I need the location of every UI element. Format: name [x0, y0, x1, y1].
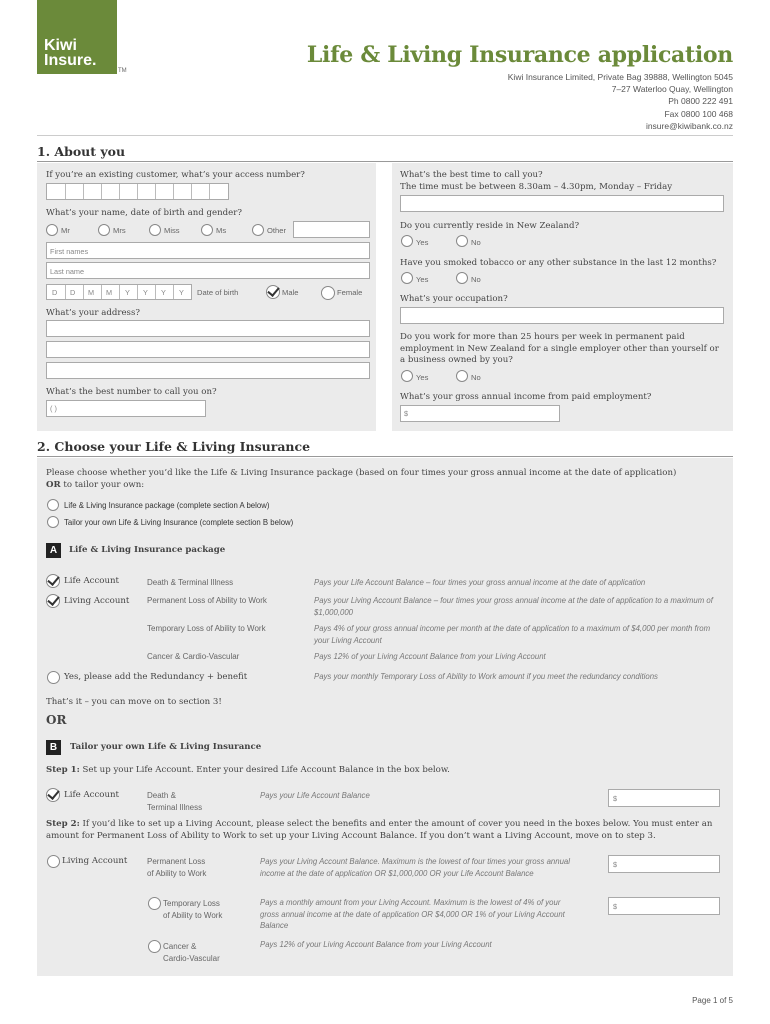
smoke-no-radio[interactable]: [456, 272, 468, 284]
section-a-badge: A: [46, 543, 61, 558]
package-benefit-description: Pays your Life Account Balance – four times your gross annual income at the date of application: [314, 578, 646, 587]
dob-label: Date of birth: [197, 288, 239, 297]
package-life-account-check: [46, 574, 60, 588]
tailor-cancer-description: Pays 12% of your Living Account Balance from your Living Account: [260, 940, 492, 949]
section-b-badge: B: [46, 740, 61, 755]
work-yes-label: Yes: [416, 373, 429, 382]
address-line1-input[interactable]: [46, 320, 370, 337]
section2-intro: Please choose whether you’d like the Life & Living Insurance package (based on four times your gross annual income at the date of application) OR to tailor your own:: [46, 468, 677, 490]
life-account-balance-input[interactable]: [608, 789, 720, 807]
redundancy-label: Yes, please add the Redundancy + benefit: [64, 672, 248, 682]
package-benefit: Death & Terminal Illness: [147, 578, 234, 587]
dob-char: M: [106, 288, 113, 297]
tailor-living-account-radio[interactable]: [47, 855, 60, 868]
page-title: Life & Living Insurance application: [306, 42, 733, 68]
cancer-cardio-radio[interactable]: [148, 940, 161, 953]
phone-placeholder: ( ): [50, 404, 57, 413]
section2-heading: 2. Choose your Life & Living Insurance: [37, 439, 311, 454]
logo-line2: Insure.: [44, 52, 97, 69]
tailor-living-account-label: Living Account: [62, 856, 128, 866]
work-hours-question: Do you work for more than 25 hours per week in permanent paid employment in New Zealand for a single employer other than yourself or a business owned by you?: [400, 332, 719, 365]
gender-male-radio[interactable]: [266, 285, 280, 299]
dob-char: D: [70, 288, 76, 297]
work-yes-radio[interactable]: [401, 370, 413, 382]
logo-trademark: TM: [118, 68, 127, 74]
title-mrs-label: Mrs: [113, 226, 126, 235]
address-question: What’s your address?: [46, 308, 140, 318]
section2-rule: [37, 456, 733, 457]
access-number-input[interactable]: [46, 183, 229, 200]
first-names-input[interactable]: [46, 242, 370, 259]
smoke-yes-radio[interactable]: [401, 272, 413, 284]
title-other-radio[interactable]: [252, 224, 264, 236]
reside-nz-question: Do you currently reside in New Zealand?: [400, 221, 580, 231]
dob-char: Y: [125, 288, 130, 297]
choose-package-radio[interactable]: [47, 499, 59, 511]
reside-no-label: No: [471, 238, 481, 247]
package-living-account-label: Living Account: [64, 596, 130, 606]
smoke-no-label: No: [471, 275, 481, 284]
package-living-account-check: [46, 594, 60, 608]
section1-rule: [37, 161, 733, 162]
page-number: Page 1 of 5: [692, 996, 733, 1005]
logo-line1: Kiwi: [44, 37, 77, 54]
tailor-plaw-description: Pays your Living Account Balance. Maximum is the lowest of four times your gross annual income at the date of application OR $1,000,000 OR your Life Account Balance: [260, 857, 570, 878]
tailor-plaw-benefit: Permanent Loss of Ability to Work: [147, 857, 207, 878]
last-name-input[interactable]: [46, 262, 370, 279]
phone-question: What’s the best number to call you on?: [46, 387, 217, 397]
best-time-input[interactable]: [400, 195, 724, 212]
tailor-cancer-benefit: Cancer & Cardio-Vascular: [163, 942, 220, 963]
reside-yes-label: Yes: [416, 238, 429, 247]
header-divider: [37, 135, 733, 136]
package-benefit-description: Pays 12% of your Living Account Balance from your Living Account: [314, 652, 546, 661]
title-mr-label: Mr: [61, 226, 70, 235]
company-address: [508, 71, 733, 132]
access-number-question: If you’re an existing customer, what’s your access number?: [46, 170, 305, 180]
first-names-placeholder: First names: [50, 247, 89, 256]
tailor-life-description: Pays your Life Account Balance: [260, 791, 370, 800]
life-account-currency: $: [613, 794, 618, 803]
title-mr-radio[interactable]: [46, 224, 58, 236]
phone-input[interactable]: [46, 400, 206, 417]
best-time-question: What’s the best time to call you?: [400, 170, 543, 180]
dob-char: Y: [179, 288, 184, 297]
section1-heading: 1. About you: [37, 144, 126, 159]
title-ms-label: Ms: [216, 226, 227, 235]
redundancy-radio[interactable]: [47, 671, 60, 684]
tailor-life-account-label: Life Account: [64, 790, 119, 800]
dob-char: M: [88, 288, 95, 297]
income-input[interactable]: [400, 405, 560, 422]
work-no-radio[interactable]: [456, 370, 468, 382]
reside-no-radio[interactable]: [456, 235, 468, 247]
tlaw-amount-input[interactable]: [608, 897, 720, 915]
or-divider: OR: [46, 713, 67, 727]
package-benefit-description: Pays your Living Account Balance – four times your gross annual income at the date of application to a maximum of $1,000,000: [314, 596, 713, 617]
package-benefit: Temporary Loss of Ability to Work: [147, 624, 266, 633]
income-currency: $: [404, 409, 409, 418]
package-life-account-label: Life Account: [64, 576, 119, 586]
dob-char: D: [52, 288, 58, 297]
tlaw-radio[interactable]: [148, 897, 161, 910]
plaw-amount-input[interactable]: [608, 855, 720, 873]
choose-tailor-label: Tailor your own Life & Living Insurance (complete section B below): [64, 518, 294, 527]
address-line: 7–27 Waterloo Quay, Wellington: [611, 84, 733, 95]
gender-male-label: Male: [282, 288, 299, 297]
title-ms-radio[interactable]: [201, 224, 213, 236]
title-miss-label: Miss: [164, 226, 180, 235]
title-mrs-radio[interactable]: [98, 224, 110, 236]
title-miss-radio[interactable]: [149, 224, 161, 236]
tlaw-currency: $: [613, 902, 618, 911]
tailor-tlaw-description: Pays a monthly amount from your Living Account. Maximum is the lowest of 4% of your gross annual income at the date of application OR $4,000 OR 1% of your Living Account Balance: [260, 898, 565, 930]
section-b-title: Tailor your own Life & Living Insurance: [70, 742, 262, 752]
package-benefit-description: Pays 4% of your gross annual income per month at the date of application to a maximum of $4,000 per month from your Living Account: [314, 624, 711, 645]
occupation-question: What’s your occupation?: [400, 294, 508, 304]
tailor-life-benefit: Death & Terminal Illness: [147, 791, 203, 812]
name-dob-gender-question: What’s your name, date of birth and gender?: [46, 208, 242, 218]
title-other-input[interactable]: [293, 221, 370, 238]
email-line: insure@kiwibank.co.nz: [645, 120, 733, 131]
section-a-title: Life & Living Insurance package: [69, 545, 226, 555]
dob-char: Y: [143, 288, 148, 297]
date-of-birth-input[interactable]: [46, 284, 192, 300]
work-no-label: No: [471, 373, 481, 382]
smoke-yes-label: Yes: [416, 275, 429, 284]
package-benefit: Cancer & Cardio-Vascular: [147, 652, 240, 661]
choose-tailor-radio[interactable]: [47, 516, 59, 528]
tailor-tlaw-benefit: Temporary Loss of Ability to Work: [163, 899, 223, 920]
address-line3-input[interactable]: [46, 362, 370, 379]
phone-line: Ph 0800 222 491: [668, 96, 733, 107]
occupation-input[interactable]: [400, 307, 724, 324]
income-question: What’s your gross annual income from paid employment?: [400, 392, 652, 402]
dob-char: Y: [161, 288, 166, 297]
last-name-placeholder: Last name: [50, 267, 85, 276]
fax-line: Fax 0800 100 468: [664, 108, 733, 119]
smoke-question: Have you smoked tobacco or any other substance in the last 12 months?: [400, 258, 717, 268]
best-time-hint: The time must be between 8.30am – 4.30pm, Monday – Friday: [400, 182, 673, 192]
redundancy-description: Pays your monthly Temporary Loss of Ability to Work amount if you meet the redundancy conditions: [314, 672, 658, 681]
address-line: Kiwi Insurance Limited, Private Bag 39888, Wellington 5045: [507, 72, 733, 82]
title-other-label: Other: [267, 226, 286, 235]
gender-female-radio[interactable]: [321, 286, 335, 300]
plaw-currency: $: [613, 860, 618, 869]
kiwi-insure-logo: [37, 0, 117, 74]
address-line2-input[interactable]: [46, 341, 370, 358]
package-benefit: Permanent Loss of Ability to Work: [147, 596, 267, 605]
choose-package-label: Life & Living Insurance package (complete section A below): [64, 501, 270, 510]
reside-yes-radio[interactable]: [401, 235, 413, 247]
thats-it-text: That’s it – you can move on to section 3!: [46, 697, 222, 707]
tailor-life-account-check[interactable]: [46, 788, 60, 802]
step2-text: Step 2: If you’d like to set up a Living Account, please select the benefits and enter the amount of cover you need in the boxes below. You must enter an amount for Permanent Loss of Ability to Work to set up your Living Account Balance. If you don’t want a Living Account, move on to step 3.: [46, 819, 713, 841]
step1-text: Step 1: Set up your Life Account. Enter your desired Life Account Balance in the box below.: [46, 765, 450, 775]
gender-female-label: Female: [337, 288, 363, 297]
